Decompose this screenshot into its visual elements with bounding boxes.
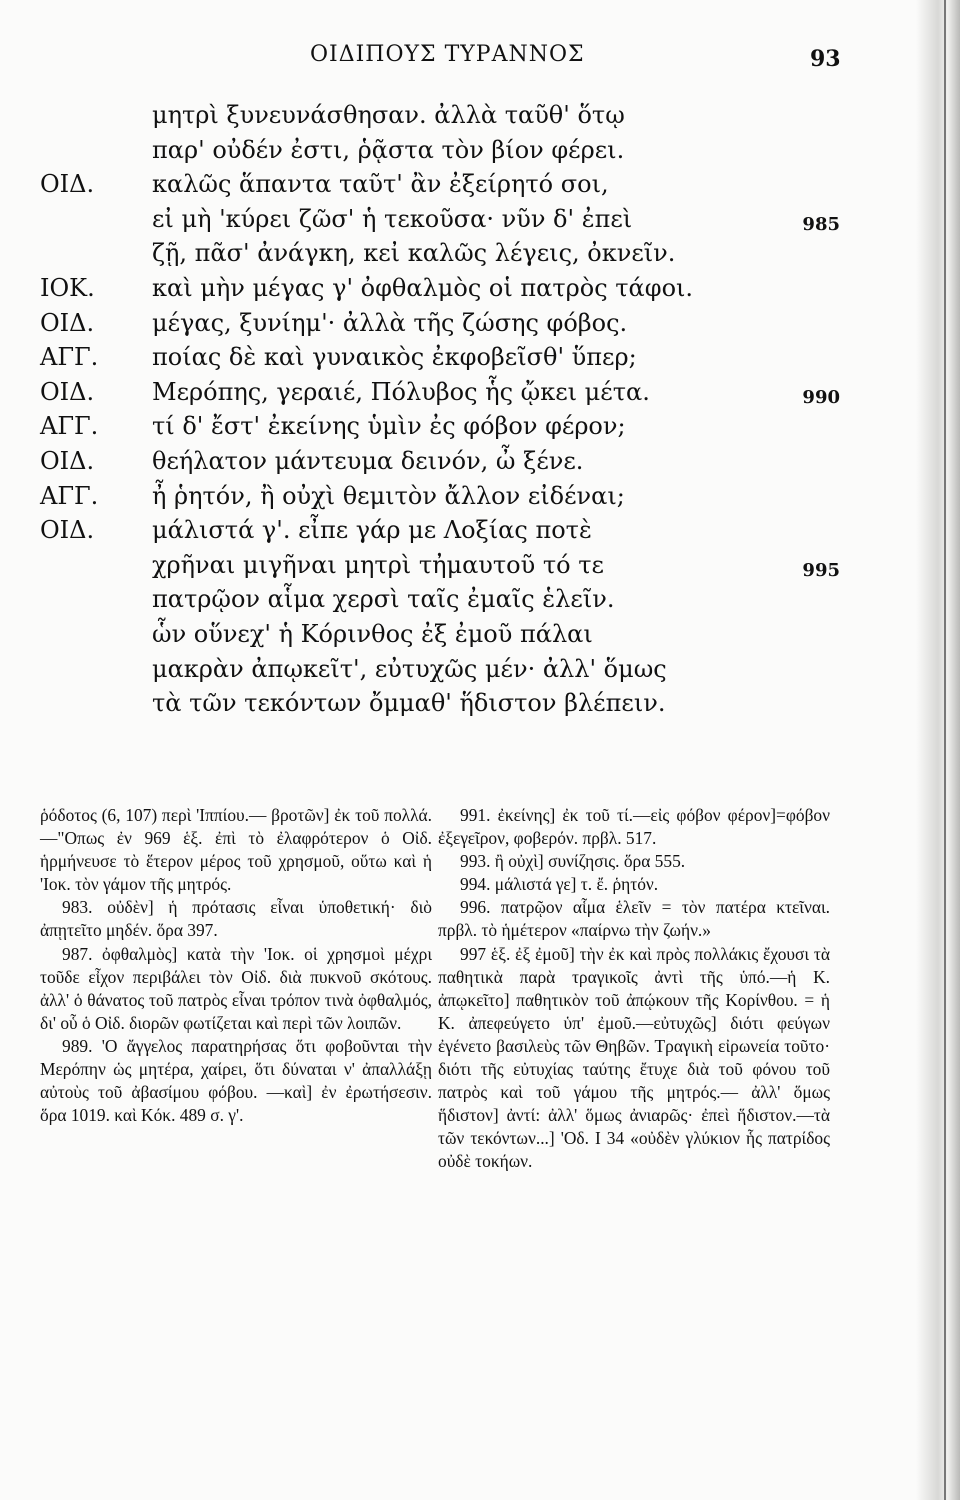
commentary-note: 994. μάλιστά γε] τ. ἔ. ῥητόν. [460,874,659,895]
speaker-label: ΟΙΔ. [40,446,95,475]
page-number: 93 [810,46,841,72]
speaker-label: ΑΓΓ. [40,412,99,441]
verse-line [40,236,840,271]
speaker-label: ΙΟΚ. [40,273,95,302]
verse-line [40,340,840,375]
commentary-note: 991. ἐκείνης] ἐκ τοῦ τί.—εἰς φόβον φέρον]=φόβον ἐξεγεῖρον, φοβερόν. πρβλ. 517. [438,805,830,849]
commentary-note: 997 ἑξ. ἐξ ἐμοῦ] τὴν ἐκ καὶ πρὸς πολλάκις ἔχουσι τὰ παθητικὰ παρὰ τραγικοῖς ἀντὶ τῆς ὑπό.—ἡ Κ. ἀπῳκεῖτο] παθητικὸν τοῦ ἀπῴκουν τῆς Κορίνθου. = ἡ Κ. ἀπεφεύγετο ὑπ' ἐμοῦ.—εὐτυχῶς] διότι φεύγων ἐγένετο βασιλεὺς τῶν Θηβῶν. Τραγικὴ εἰρωνεία τοῦτο· διότι τῆς εὐτυχίας ταύτης ἔτυχε διὰ τοῦ φόνου τοῦ πατρὸς καὶ τοῦ γάμου τῆς μητρός.— ἀλλ' ὅμως ἥδιστον] ἀντί: ἀλλ' ὅμως ἀνιαρῶς· ἐπεὶ ἥδιστον.—τὰ τῶν τεκόντων...] 'Οδ. Ι 34 «οὐδὲν γλύκιον ἧς πατρίδος οὐδὲ τοκήων. [438,943,830,1172]
speaker-label: ΟΙΔ. [40,170,95,199]
commentary-note: 983. οὐδὲν] ἡ πρότασις εἶναι ὑποθετική· διὸ ἀπῃτεῖτο μηδέν. ὅρα 397. [40,897,432,941]
verse-line-text: τί δ' ἔστ' ἐκείνης ὑμὶν ἐς φόβον φέρον; [152,412,626,441]
verse-line [40,479,840,514]
verse-line [40,548,840,583]
verse-line [40,617,840,652]
line-number: 985 [802,213,840,235]
verse-line [40,375,840,410]
verse-line-text: χρῆναι μιγῆναι μητρὶ τἠμαυτοῦ τό τε [152,550,604,579]
verse-line [40,133,840,168]
speaker-label: ΑΓΓ. [40,343,99,372]
verse-line [40,306,840,341]
verse-line-text: καὶ μὴν μέγας γ' ὀφθαλμὸς οἱ πατρὸς τάφοι. [152,273,694,302]
verse-line [40,409,840,444]
verse-line-text: καλῶς ἅπαντα ταῦτ' ἂν ἐξείρητό σοι, [152,170,609,199]
verse-line-text: εἰ μὴ 'κύρει ζῶσ' ἡ τεκοῦσα· νῦν δ' ἐπεὶ [152,204,633,233]
verse-text [40,98,840,721]
page-edge-line [944,0,946,1500]
verse-line [40,686,840,721]
verse-line [40,271,840,306]
verse-line-text: τὰ τῶν τεκόντων ὄμμαθ' ἥδιστον βλέπειν. [152,689,666,718]
verse-line-text: μάλιστά γ'. εἶπε γάρ με Λοξίας ποτὲ [152,516,592,545]
commentary-note: 993. ἢ οὐχὶ] συνίζησις. ὅρα 555. [460,851,686,872]
verse-line [40,444,840,479]
verse-line [40,513,840,548]
commentary [40,804,830,1174]
verse-line-text: ἦ ῥητόν, ἢ οὐχὶ θεμιτὸν ἄλλον εἰδέναι; [152,481,625,510]
verse-line-text: Μερόπης, γεραιέ, Πόλυβος ἧς ᾤκει μέτα. [152,377,650,406]
page-edge-shadow [916,0,960,1500]
running-title: ΟΙΔΙΠΟΥΣ ΤΥΡΑΝΝΟΣ [310,42,585,67]
commentary-note: ῥόδοτος (6, 107) περὶ 'Ιππίου.— βροτῶν] ἐκ τοῦ πολλά.—"Οπως ἐν 969 ἑξ. ἐπὶ τὸ ἐλαφρότερον ὁ Οἰδ. ἡρμήνευσε τὸ ἕτερον μέρος τοῦ χρησμοῦ, οὕτω καὶ ἡ 'Ιοκ. τὸν γάμον τῆς μητρός. [40,805,432,895]
line-number: 990 [802,386,840,408]
commentary-note: 996. πατρῷον αἷμα ἑλεῖν = τὸν πατέρα κτεῖναι. πρβλ. τὸ ἡμέτερον «παίρνω τὴν ζωήν.» [438,897,830,941]
verse-line-text: θεήλατον μάντευμα δεινόν, ὦ ξένε. [152,446,584,475]
commentary-right-column [438,804,830,1174]
verse-line-text: ποίας δὲ καὶ γυναικὸς ἐκφοβεῖσθ' ὕπερ; [152,343,637,372]
verse-line-text: ὧν οὕνεχ' ἡ Κόρινθος ἐξ ἐμοῦ πάλαι [152,619,593,648]
commentary-left-column [40,804,432,1174]
speaker-label: ΟΙΔ. [40,377,95,406]
speaker-label: ΟΙΔ. [40,308,95,337]
verse-line-text: πατρῷον αἷμα χερσὶ ταῖς ἐμαῖς ἑλεῖν. [152,585,615,614]
verse-line [40,167,840,202]
verse-line [40,582,840,617]
line-number: 995 [802,559,840,581]
commentary-note: 989. 'Ο ἄγγελος παρατηρήσας ὅτι φοβοῦνται τὴν Μερόπην ὡς μητέρα, χαίρει, ὅτι δύναται ν' ἀπαλλάξῃ αὐτοὺς τοῦ ἀβασίμου φόβου. —καὶ] ἐν ἐρωτήσεσιν. ὅρα 1019. καὶ Κόκ. 489 σ. γ'. [40,1035,432,1126]
verse-line [40,202,840,237]
verse-line-text: μητρὶ ξυνευνάσθησαν. ἀλλὰ ταῦθ' ὅτῳ [152,101,625,129]
speaker-label: ΑΓΓ. [40,481,99,510]
speaker-label: ΟΙΔ. [40,516,95,545]
verse-line-text: παρ' οὐδέν ἐστι, ῥᾷστα τὸν βίον φέρει. [152,135,625,164]
verse-line [40,98,840,133]
commentary-note: 987. ὀφθαλμὸς] κατὰ τὴν 'Ιοκ. οἱ χρησμοὶ μέχρι τοῦδε εἶχον περιβάλει τὸν Οἰδ. διὰ πυκνοῦ σκότους. ἀλλ' ὁ θάνατος τοῦ πατρὸς εἶναι τρόπον τινὰ ὀφθαλμός, δι' οὗ ὁ Οἰδ. διορῶν φωτίζεται καὶ περὶ τῶν λοιπῶν. [40,943,432,1033]
verse-line-text: μέγας, ξυνίημ'· ἀλλὰ τῆς ζώσης φόβος. [152,308,628,337]
verse-line-text: ζῇ, πᾶσ' ἀνάγκη, κεἰ καλῶς λέγεις, ὀκνεῖν. [152,239,676,268]
verse-line [40,652,840,687]
verse-line-text: μακρὰν ἀπῳκεῖτ', εὐτυχῶς μέν· ἀλλ' ὅμως [152,654,667,683]
